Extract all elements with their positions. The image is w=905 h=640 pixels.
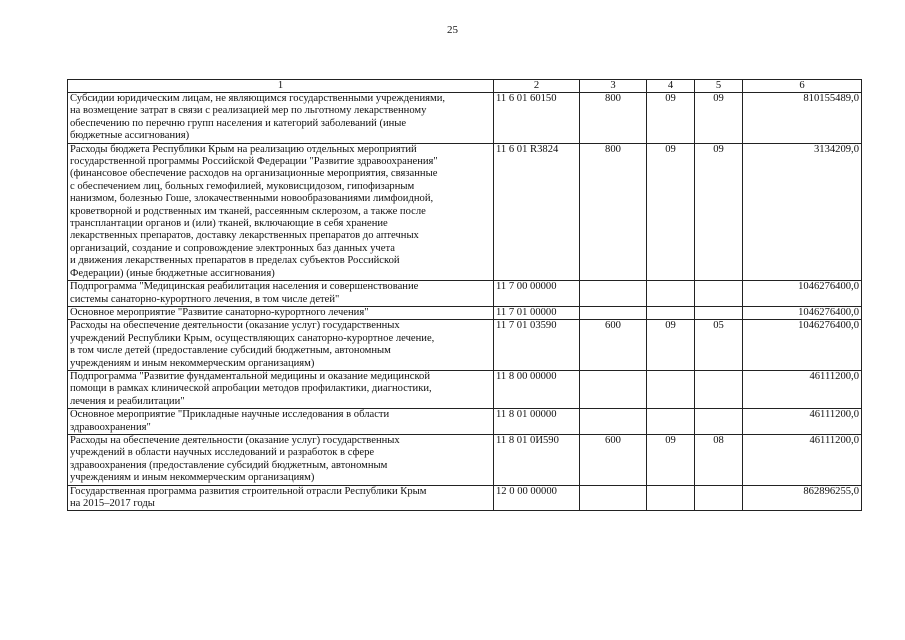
expense-type-cell: 600 — [580, 320, 647, 371]
description-cell — [68, 434, 494, 485]
description-line: нанизмом, болезнью Гоше, злокачественными новообразованиями лимфоидной, — [70, 193, 434, 205]
subsection-cell: 08 — [695, 434, 743, 485]
amount-cell: 1046276400,0 — [743, 281, 862, 307]
section-cell: 09 — [647, 143, 695, 280]
description-line: учреждений Республики Крым, осуществляющих санаторно-курортное лечение, — [70, 332, 435, 344]
table-body — [68, 93, 862, 511]
target-code-cell: 11 7 01 00000 — [494, 306, 580, 319]
amount-cell: 46111200,0 — [743, 370, 862, 408]
expense-type-cell: 800 — [580, 93, 647, 144]
header-cell-target-code: 2 — [494, 80, 580, 93]
table-row — [68, 93, 862, 144]
table-row — [68, 485, 862, 511]
section-cell — [647, 370, 695, 408]
description-cell — [68, 320, 494, 371]
page-number: 25 — [447, 24, 458, 36]
subsection-cell — [695, 281, 743, 307]
description-line: и движения лекарственных препаратов в пределах субъектов Российской — [70, 255, 400, 267]
section-cell: 09 — [647, 320, 695, 371]
section-cell: 09 — [647, 434, 695, 485]
header-cell-expense-type: 3 — [580, 80, 647, 93]
target-code-cell: 11 8 01 00000 — [494, 409, 580, 435]
section-cell — [647, 485, 695, 511]
description-line: Государственная программа развития строительной отрасли Республики Крым — [70, 485, 427, 497]
subsection-cell: 09 — [695, 93, 743, 144]
description-cell — [68, 409, 494, 435]
description-line: лечения и реабилитации" — [70, 395, 185, 407]
target-code-cell: 12 0 00 00000 — [494, 485, 580, 511]
description-line: обеспечению по перечню групп населения и категорий заболеваний (иные — [70, 117, 407, 129]
description-line: учреждениям и иным некоммерческим организациям) — [70, 472, 315, 484]
expense-type-cell: 800 — [580, 143, 647, 280]
description-line: системы санаторно-курортного лечения, в том числе детей" — [70, 293, 340, 305]
target-code-cell: 11 8 00 00000 — [494, 370, 580, 408]
header-cell-subsection: 5 — [695, 80, 743, 93]
description-line: кроветворной и родственных им тканей, рассеянным склерозом, а также после — [70, 205, 426, 217]
amount-cell: 810155489,0 — [743, 93, 862, 144]
description-line: трансплантации органов и (или) тканей, включающие в себя хранение — [70, 218, 388, 230]
description-cell — [68, 485, 494, 511]
subsection-cell — [695, 306, 743, 319]
target-code-cell: 11 6 01 R3824 — [494, 143, 580, 280]
section-cell — [647, 306, 695, 319]
header-row — [68, 80, 862, 93]
description-line: на возмещение затрат в связи с реализацией мер по льготному лекарственному — [70, 105, 427, 117]
subsection-cell — [695, 370, 743, 408]
description-line: учреждениям и иным некоммерческим организациям) — [70, 357, 315, 369]
header-cell-amount: 6 — [743, 80, 862, 93]
target-code-cell: 11 7 00 00000 — [494, 281, 580, 307]
description-line: на 2015–2017 годы — [70, 498, 155, 509]
subsection-cell: 05 — [695, 320, 743, 371]
description-line: (финансовое обеспечение расходов на организационные мероприятия, связанные — [70, 168, 438, 180]
section-cell — [647, 409, 695, 435]
section-cell — [647, 281, 695, 307]
subsection-cell — [695, 485, 743, 511]
table-row — [68, 143, 862, 280]
budget-table — [67, 79, 862, 511]
expense-type-cell — [580, 306, 647, 319]
description-line: Подпрограмма "Развитие фундаментальной медицины и оказание медицинской — [70, 370, 431, 382]
description-cell — [68, 281, 494, 307]
amount-cell: 3134209,0 — [743, 143, 862, 280]
description-line: Подпрограмма "Медицинская реабилитация населения и совершенствование — [70, 281, 419, 293]
table-row — [68, 320, 862, 371]
expense-type-cell — [580, 370, 647, 408]
description-line: Федерации) (иные бюджетные ассигнования) — [70, 267, 275, 279]
header-cell-section: 4 — [647, 80, 695, 93]
description-cell — [68, 93, 494, 144]
description-line: Расходы на обеспечение деятельности (оказание услуг) государственных — [70, 434, 400, 446]
table-row — [68, 281, 862, 307]
description-line: здравоохранения (предоставление субсидий бюджетным, автономным — [70, 459, 388, 471]
description-line: государственной программы Российской Федерации "Развитие здравоохранения" — [70, 156, 438, 168]
description-line: Расходы на обеспечение деятельности (оказание услуг) государственных — [70, 320, 400, 332]
table-row — [68, 409, 862, 435]
description-line: лекарственных препаратов, доставку лекарственных препаратов до аптечных — [70, 230, 419, 242]
table-row — [68, 370, 862, 408]
description-line: Основное мероприятие "Прикладные научные исследования в области — [70, 409, 390, 421]
description-line: в том числе детей (предоставление субсидий бюджетным, автономным — [70, 345, 391, 357]
subsection-cell: 09 — [695, 143, 743, 280]
subsection-cell — [695, 409, 743, 435]
target-code-cell: 11 7 01 03590 — [494, 320, 580, 371]
target-code-cell: 11 6 01 60150 — [494, 93, 580, 144]
amount-cell: 46111200,0 — [743, 409, 862, 435]
amount-cell: 1046276400,0 — [743, 320, 862, 371]
description-cell — [68, 143, 494, 280]
table-row — [68, 306, 862, 319]
description-line: учреждений в области научных исследований и разработок в сфере — [70, 447, 375, 459]
expense-type-cell — [580, 281, 647, 307]
description-line: Субсидии юридическим лицам, не являющимся государственными учреждениями, — [70, 93, 446, 104]
header-cell-description: 1 — [68, 80, 494, 93]
description-line: здравоохранения" — [70, 421, 151, 433]
section-cell: 09 — [647, 93, 695, 144]
amount-cell: 46111200,0 — [743, 434, 862, 485]
amount-cell: 1046276400,0 — [743, 306, 862, 319]
expense-type-cell — [580, 485, 647, 511]
description-line: Расходы бюджета Республики Крым на реализацию отдельных мероприятий — [70, 143, 417, 155]
expense-type-cell: 600 — [580, 434, 647, 485]
description-line: помощи в рамках клинической апробации методов профилактики, диагностики, — [70, 383, 432, 395]
amount-cell: 862896255,0 — [743, 485, 862, 511]
description-line: организаций, создание и сопровождение электронных баз данных учета — [70, 242, 395, 254]
description-line: бюджетные ассигнования) — [70, 130, 190, 142]
description-cell — [68, 306, 494, 319]
description-line: с обеспечением лиц, больных гемофилией, муковисцидозом, гипофизарным — [70, 180, 415, 192]
description-line: Основное мероприятие "Развитие санаторно-курортного лечения" — [70, 306, 369, 318]
table-row — [68, 434, 862, 485]
target-code-cell: 11 8 01 0И590 — [494, 434, 580, 485]
description-cell — [68, 370, 494, 408]
expense-type-cell — [580, 409, 647, 435]
